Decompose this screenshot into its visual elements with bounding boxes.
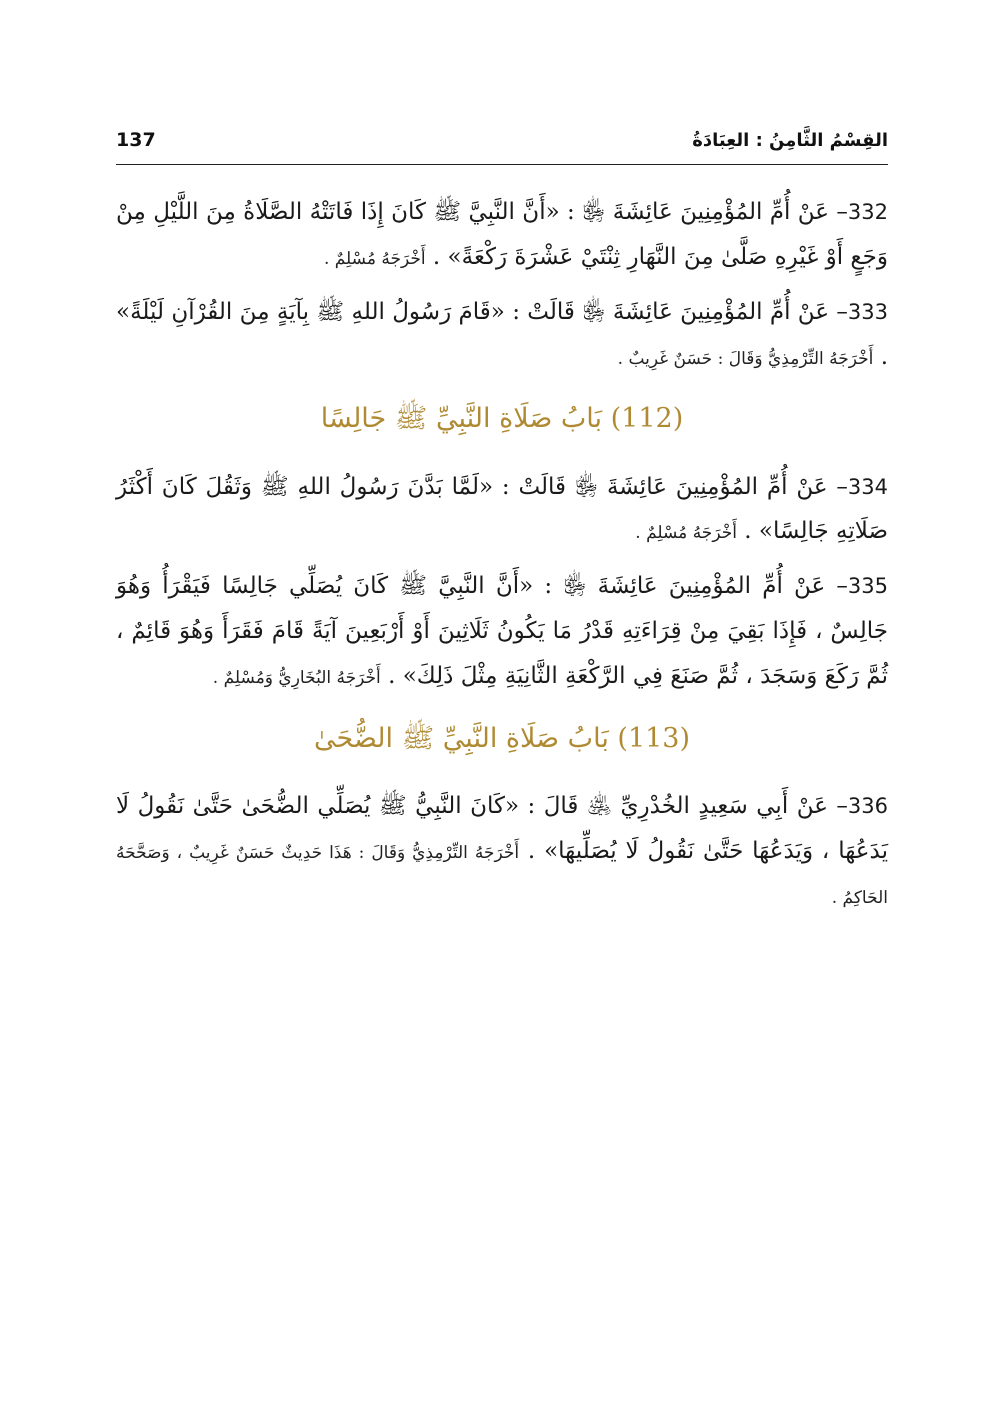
chapter-title-113: (113) بَابُ صَلَاةِ النَّبِيِّ ﷺ الضُّحَىٰ [313, 722, 691, 754]
page-header [116, 120, 888, 160]
hadith-source: أَخْرَجَهُ البُخَارِيُّ وَمُسْلِمٌ . [212, 667, 381, 688]
hadith-text: – عَنْ أُمِّ المُؤْمِنِينَ عَائِشَةَ ﵂ قَالَتْ : «قَامَ رَسُولُ اللهِ ﷺ بِآيَةٍ مِنَ القُرْآنِ لَيْلَةً» . [116, 298, 888, 370]
hadith-332 [116, 190, 888, 280]
hadith-text: – عَنْ أُمِّ المُؤْمِنِينَ عَائِشَةَ ﵂ : «أَنَّ النَّبِيَّ ﷺ كَانَ إِذَا فَاتَتْهُ الصَّلَاةُ مِنَ اللَّيْلِ مِنْ وَجَعٍ أَوْ غَيْرِهِ صَلَّىٰ مِنَ النَّهَارِ ثِنْتَيْ عَشْرَةَ رَكْعَةً» . [116, 199, 888, 270]
hadith-333 [116, 290, 888, 380]
chapter-title-112: (112) بَابُ صَلَاةِ النَّبِيِّ ﷺ جَالِسًا [320, 403, 684, 435]
hadith-text: – عَنْ أُمِّ المُؤْمِنِينَ عَائِشَةَ ﵂ قَالَتْ : «لَمَّا بَدَّنَ رَسُولُ اللهِ ﷺ وَثَقُلَ كَانَ أَكْثَرُ صَلَاتِهِ جَالِسًا» . [116, 473, 888, 545]
header-divider [116, 164, 888, 165]
hadith-number: 335 [847, 574, 888, 599]
hadith-number: 336 [847, 793, 888, 818]
hadith-text: – عَنْ أَبِي سَعِيدٍ الخُدْرِيِّ ﵁ قَالَ : «كَانَ النَّبِيُّ ﷺ يُصَلِّي الضُّحَىٰ حَتَّىٰ نَقُولُ لَا يَدَعُهَا ، وَيَدَعُهَا حَتَّىٰ نَقُولُ لَا يُصَلِّيهَا» . [116, 792, 889, 864]
hadith-source: أَخْرَجَهُ مُسْلِمٌ . [323, 248, 426, 269]
hadith-number: 334 [847, 474, 888, 499]
hadith-336 [116, 784, 888, 919]
hadith-source: أَخْرَجَهُ مُسْلِمٌ . [635, 523, 737, 544]
hadith-text: – عَنْ أُمِّ المُؤْمِنِينَ عَائِشَةَ ﵂ : «أَنَّ النَّبِيَّ ﷺ كَانَ يُصَلِّي جَالِسًا فَيَقْرَأُ وَهُوَ جَالِسٌ ، فَإِذَا بَقِيَ مِنْ قِرَاءَتِهِ قَدْرُ مَا يَكُونُ ثَلَاثِينَ أَوْ أَرْبَعِينَ آيَةً قَامَ فَقَرَأَ وَهُوَ قَائِمٌ ، ثُمَّ رَكَعَ وَسَجَدَ ، ثُمَّ صَنَعَ فِي الرَّكْعَةِ الثَّانِيَةِ مِثْلَ ذَلِكَ» . [116, 573, 888, 689]
page-body [116, 190, 888, 929]
hadith-source: أَخْرَجَهُ التِّرْمِذِيُّ وَقَالَ : حَسَنٌ غَرِيبٌ . [617, 348, 874, 369]
hadith-number: 332 [847, 200, 888, 224]
hadith-334 [116, 465, 888, 555]
hadith-number: 333 [847, 299, 888, 324]
hadith-335 [116, 564, 888, 699]
page-number: 137 [116, 129, 156, 151]
running-head: القِسْمُ الثَّامِنُ : العِبَادَةُ [692, 129, 888, 151]
hadith-source: أَخْرَجَهُ التِّرْمِذِيُّ وَقَالَ : هَذَا حَدِيثٌ حَسَنٌ غَرِيبٌ ، وَصَحَّحَهُ الحَاكِمُ . [116, 842, 888, 908]
